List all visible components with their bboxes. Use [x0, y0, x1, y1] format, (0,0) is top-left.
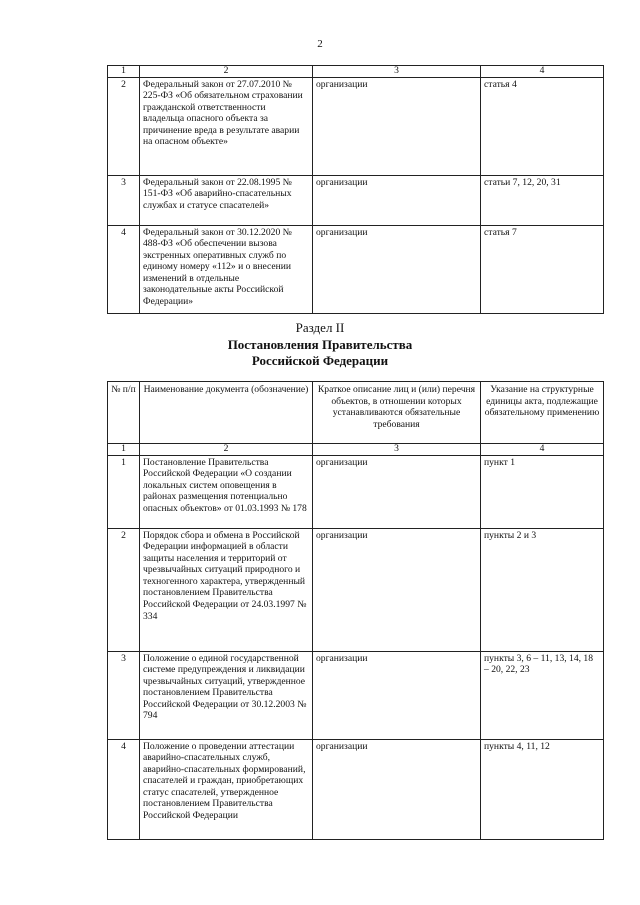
structural-units: пункт 1 [481, 455, 604, 528]
section-title: Постановления Правительства [227, 337, 413, 352]
table-row [108, 175, 604, 225]
header-document: Наименование документа (обозначение) [140, 382, 313, 444]
document-name: Федеральный закон от 27.07.2010 № 225-ФЗ «Об обязательном страховании гражданской ответственности владельца опасного объекта за причинение вреда в результате аварии на опасном объекте» [140, 77, 313, 175]
table-row [108, 651, 604, 739]
structural-units: пункты 3, 6 – 11, 13, 14, 18 – 20, 22, 23 [481, 651, 604, 739]
header-row [108, 382, 604, 444]
col-number: 2 [140, 66, 313, 78]
col-number: 1 [108, 444, 140, 456]
section-label: Раздел II [295, 320, 345, 335]
section-title-continued: Российской Федерации [251, 353, 389, 368]
header-number: № п/п [108, 382, 140, 444]
row-number: 3 [108, 175, 140, 225]
header-units: Указание на структурные единицы акта, подлежащие обязательному применению [481, 382, 604, 444]
document-name: Постановление Правительства Российской Федерации «О создании локальных систем оповещения в районах размещения потенциально опасных объектов» от 01.03.1993 № 178 [140, 455, 313, 528]
laws-table [107, 65, 604, 314]
government-decrees-table [107, 381, 604, 840]
document-name: Положение о проведении аттестации аварийно-спасательных служб, аварийно-спасательных формирований, спасателей и граждан, приобретающих статус спасателей, утвержденное постановлением Правительства Российской Федерации [140, 739, 313, 839]
column-numbers-row [108, 66, 604, 78]
col-number: 2 [140, 444, 313, 456]
table-row [108, 739, 604, 839]
col-number: 3 [313, 444, 481, 456]
col-number: 4 [481, 444, 604, 456]
document-name: Федеральный закон от 30.12.2020 № 488-ФЗ «Об обеспечении вызова экстренных оперативных служб по единому номеру «112» и о внесении изменений в отдельные законодательные акты Российской Федерации» [140, 225, 313, 313]
subjects-description: организации [313, 528, 481, 651]
table-row [108, 77, 604, 175]
table-row [108, 455, 604, 528]
subjects-description: организации [313, 175, 481, 225]
header-subjects: Краткое описание лиц и (или) перечня объектов, в отношении которых устанавливаются обязательные требования [313, 382, 481, 444]
row-number: 4 [108, 225, 140, 313]
col-number: 1 [108, 66, 140, 78]
subjects-description: организации [313, 455, 481, 528]
structural-units: пункты 4, 11, 12 [481, 739, 604, 839]
col-number: 4 [481, 66, 604, 78]
document-name: Федеральный закон от 22.08.1995 № 151-ФЗ «Об аварийно-спасательных службах и статусе спасателей» [140, 175, 313, 225]
col-number: 3 [313, 66, 481, 78]
table-row [108, 225, 604, 313]
subjects-description: организации [313, 739, 481, 839]
structural-units: пункты 2 и 3 [481, 528, 604, 651]
subjects-description: организации [313, 651, 481, 739]
subjects-description: организации [313, 77, 481, 175]
structural-units: статьи 7, 12, 20, 31 [481, 175, 604, 225]
subjects-description: организации [313, 225, 481, 313]
row-number: 2 [108, 528, 140, 651]
row-number: 4 [108, 739, 140, 839]
row-number: 3 [108, 651, 140, 739]
column-numbers-row [108, 444, 604, 456]
page-number: 2 [317, 38, 323, 50]
document-name: Порядок сбора и обмена в Российской Федерации информацией в области защиты населения и территорий от чрезвычайных ситуаций природного и техногенного характера, утвержденный постановлением Правительства Российской Федерации от 24.03.1997 № 334 [140, 528, 313, 651]
row-number: 2 [108, 77, 140, 175]
row-number: 1 [108, 455, 140, 528]
structural-units: статья 7 [481, 225, 604, 313]
structural-units: статья 4 [481, 77, 604, 175]
table-row [108, 528, 604, 651]
document-name: Положение о единой государственной системе предупреждения и ликвидации чрезвычайных ситуаций, утвержденное постановлением Правительства Российской Федерации от 30.12.2003 № 794 [140, 651, 313, 739]
